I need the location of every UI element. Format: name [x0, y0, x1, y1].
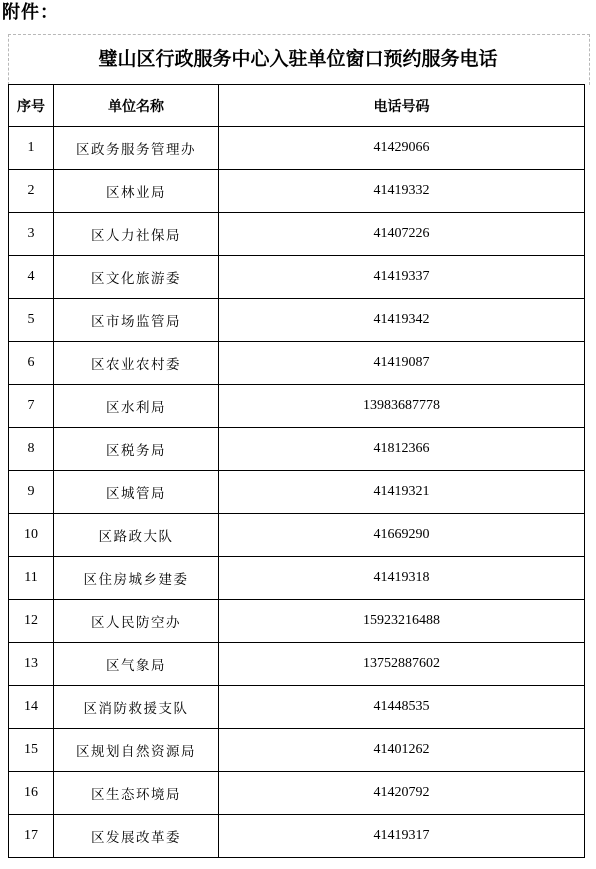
table-row — [9, 256, 585, 299]
row-no: 16 — [9, 772, 54, 815]
table-row — [9, 471, 585, 514]
table-row — [9, 557, 585, 600]
row-no: 7 — [9, 385, 54, 428]
header-no: 序号 — [9, 85, 54, 127]
row-no: 5 — [9, 299, 54, 342]
table-row — [9, 600, 585, 643]
row-phone: 41420792 — [219, 772, 585, 815]
row-no: 14 — [9, 686, 54, 729]
row-phone: 41419318 — [219, 557, 585, 600]
row-no: 17 — [9, 815, 54, 858]
header-phone: 电话号码 — [219, 85, 585, 127]
row-unit-name: 区人民防空办 — [54, 600, 219, 643]
row-phone: 41407226 — [219, 213, 585, 256]
row-no: 15 — [9, 729, 54, 772]
row-no: 10 — [9, 514, 54, 557]
table-row — [9, 428, 585, 471]
row-phone: 41669290 — [219, 514, 585, 557]
row-phone: 41419087 — [219, 342, 585, 385]
row-phone: 41429066 — [219, 127, 585, 170]
table-row — [9, 729, 585, 772]
row-unit-name: 区路政大队 — [54, 514, 219, 557]
table-row — [9, 213, 585, 256]
row-phone: 15923216488 — [219, 600, 585, 643]
row-phone: 41419337 — [219, 256, 585, 299]
table-row — [9, 514, 585, 557]
document-title: 璧山区行政服务中心入驻单位窗口预约服务电话 — [98, 48, 498, 70]
row-no: 9 — [9, 471, 54, 514]
row-unit-name: 区税务局 — [54, 428, 219, 471]
row-unit-name: 区市场监管局 — [54, 299, 219, 342]
row-unit-name: 区水利局 — [54, 385, 219, 428]
table-row — [9, 385, 585, 428]
row-no: 3 — [9, 213, 54, 256]
table-row — [9, 643, 585, 686]
row-no: 1 — [9, 127, 54, 170]
attachment-label: 附件： — [2, 2, 59, 23]
row-phone: 13983687778 — [219, 385, 585, 428]
service-phone-table — [8, 84, 585, 858]
row-unit-name: 区发展改革委 — [54, 815, 219, 858]
row-unit-name: 区城管局 — [54, 471, 219, 514]
row-phone: 41419317 — [219, 815, 585, 858]
row-phone: 41419332 — [219, 170, 585, 213]
row-unit-name: 区生态环境局 — [54, 772, 219, 815]
row-unit-name: 区人力社保局 — [54, 213, 219, 256]
table-row — [9, 127, 585, 170]
row-no: 6 — [9, 342, 54, 385]
table-row — [9, 342, 585, 385]
row-unit-name: 区住房城乡建委 — [54, 557, 219, 600]
row-phone: 41448535 — [219, 686, 585, 729]
row-phone: 41812366 — [219, 428, 585, 471]
table-row — [9, 686, 585, 729]
row-unit-name: 区政务服务管理办 — [54, 127, 219, 170]
row-no: 12 — [9, 600, 54, 643]
row-no: 2 — [9, 170, 54, 213]
row-no: 8 — [9, 428, 54, 471]
row-unit-name: 区消防救援支队 — [54, 686, 219, 729]
header-unit-name: 单位名称 — [54, 85, 219, 127]
row-phone: 41419342 — [219, 299, 585, 342]
row-unit-name: 区农业农村委 — [54, 342, 219, 385]
row-no: 4 — [9, 256, 54, 299]
row-unit-name: 区气象局 — [54, 643, 219, 686]
table-row — [9, 772, 585, 815]
table-header-row — [9, 85, 585, 127]
row-unit-name: 区林业局 — [54, 170, 219, 213]
row-phone: 41401262 — [219, 729, 585, 772]
table-row — [9, 170, 585, 213]
row-unit-name: 区规划自然资源局 — [54, 729, 219, 772]
table-row — [9, 299, 585, 342]
row-unit-name: 区文化旅游委 — [54, 256, 219, 299]
table-row — [9, 815, 585, 858]
row-no: 13 — [9, 643, 54, 686]
row-phone: 41419321 — [219, 471, 585, 514]
row-no: 11 — [9, 557, 54, 600]
row-phone: 13752887602 — [219, 643, 585, 686]
